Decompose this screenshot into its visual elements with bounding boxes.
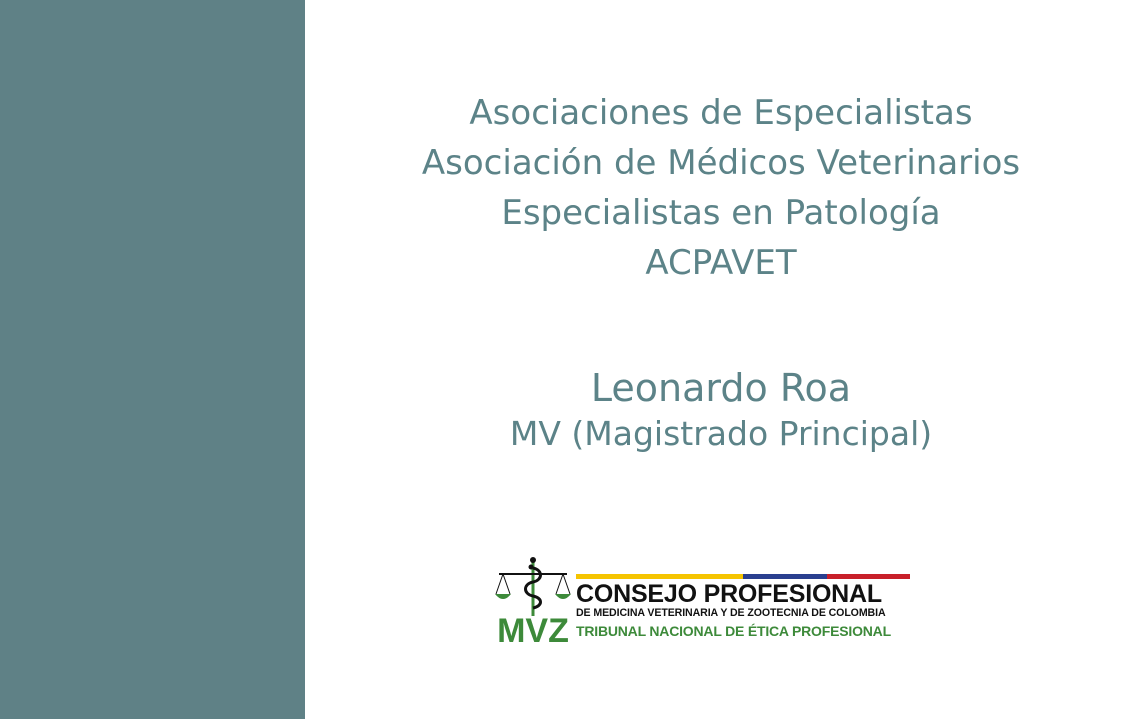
title-line-1: Asociaciones de Especialistas [469,93,973,133]
flag-stripe [576,574,910,579]
slide-content [305,0,1137,719]
logo-main-text: CONSEJO PROFESIONAL [576,580,882,608]
person-name: Leonardo Roa [590,366,852,410]
scales-caduceus-icon [493,556,573,651]
title-line-2: Asociación de Médicos Veterinarios [421,143,1021,183]
logo-subtitle: DE MEDICINA VETERINARIA Y DE ZOOTECNIA DE COLOMBIA [576,607,886,619]
person-role: MV (Magistrado Principal) [509,414,933,453]
consejo-logo [493,556,913,651]
svg-text:MVZ: MVZ [497,612,569,650]
title-line-4: ACPAVET [645,243,797,283]
title-line-3: Especialistas en Patología [501,193,941,233]
logo-tribunal-text: TRIBUNAL NACIONAL DE ÉTICA PROFESIONAL [576,623,891,639]
person-block [305,364,1137,456]
slide-title [305,88,1137,288]
sidebar-panel [0,0,305,719]
